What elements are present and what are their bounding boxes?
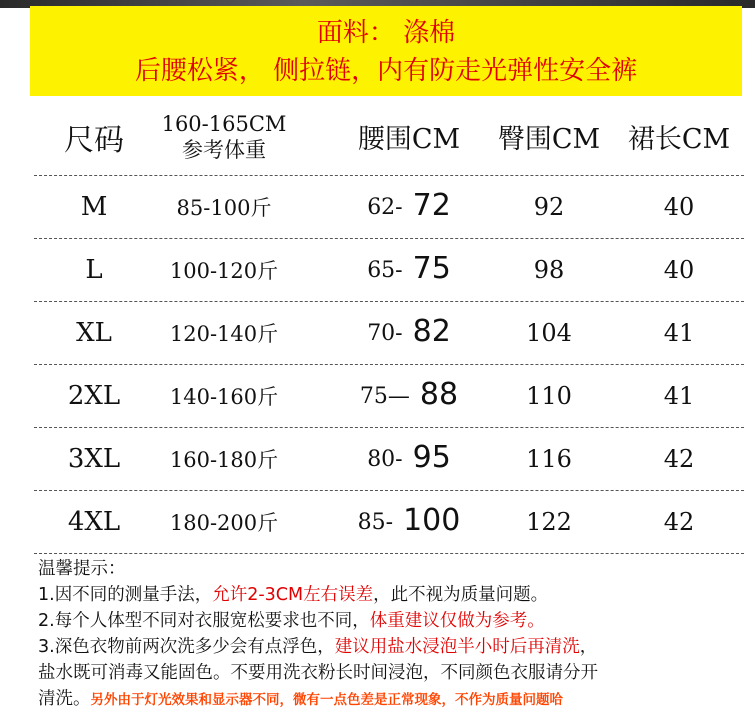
color-diff-note: 另外由于灯光效果和显示器不同，微有一点色差是正常现象，不作为质量问题哈 — [90, 692, 563, 708]
table-row — [34, 176, 744, 239]
hip-header: 臀围CM — [497, 124, 601, 155]
waist-cell: 80- 95 — [367, 439, 451, 475]
length-header: 裙长CM — [627, 124, 731, 155]
length-cell: 42 — [663, 508, 695, 536]
weight-cell: 120-140斤 — [169, 322, 279, 346]
waist-cell: 75— 88 — [359, 376, 459, 412]
notes-title: 温馨提示： — [38, 559, 126, 579]
fabric-line: 面料： 涤棉 — [316, 18, 456, 48]
hip-cell: 92 — [533, 193, 565, 221]
table-row — [34, 491, 744, 554]
weight-header — [154, 98, 294, 175]
table-row — [34, 302, 744, 365]
waist-cell: 62- 72 — [367, 187, 451, 223]
size-header: 尺码 — [64, 122, 124, 158]
weight-cell: 160-180斤 — [169, 448, 279, 472]
weight-cell: 140-160斤 — [169, 385, 279, 409]
care-notes — [38, 556, 750, 713]
size-cell: 2XL — [67, 381, 121, 411]
waist-cell: 70- 82 — [367, 313, 451, 349]
size-cell: L — [85, 255, 103, 285]
size-table — [34, 98, 744, 554]
note-2-highlight: 体重建议仅做为参考。 — [369, 611, 545, 631]
table-row — [34, 239, 744, 302]
weight-cell: 85-100斤 — [176, 196, 272, 220]
fabric-banner — [30, 6, 742, 96]
note-1: 1.因不同的测量手法，允许2-3CM左右误差，此不视为质量问题。 — [38, 585, 549, 605]
waist-cell: 65- 75 — [367, 250, 451, 286]
length-cell: 42 — [663, 445, 695, 473]
weight-cell: 100-120斤 — [169, 259, 279, 283]
waist-cell: 85- 100 — [357, 502, 461, 538]
note-2: 2.每个人体型不同对衣服宽松要求也不同，体重建议仅做为参考。 — [38, 611, 545, 631]
length-cell: 40 — [663, 193, 695, 221]
note-1-highlight: 允许2-3CM左右误差 — [212, 585, 374, 605]
features-line: 后腰松紧， 侧拉链，内有防走光弹性安全裤 — [134, 56, 638, 86]
hip-cell: 110 — [526, 382, 572, 410]
length-cell: 40 — [663, 256, 695, 284]
table-row — [34, 365, 744, 428]
length-cell: 41 — [663, 382, 695, 410]
note-3-highlight: 建议用盐水浸泡半小时后再清洗 — [334, 637, 580, 657]
waist-header: 腰围CM — [357, 124, 461, 155]
table-header-row — [34, 98, 744, 176]
height-range-label: 160-165CM — [161, 111, 287, 136]
hip-cell: 116 — [526, 445, 572, 473]
ref-weight-label: 参考体重 — [182, 137, 266, 162]
hip-cell: 122 — [526, 508, 572, 536]
size-cell: 4XL — [67, 507, 121, 537]
hip-cell: 98 — [533, 256, 565, 284]
note-3: 3.深色衣物前两次洗多少会有点浮色，建议用盐水浸泡半小时后再清洗， — [38, 637, 598, 657]
size-cell: 3XL — [67, 444, 121, 474]
hip-cell: 104 — [526, 319, 572, 347]
note-3-end: 清洗。另外由于灯光效果和显示器不同，微有一点色差是正常现象，不作为质量问题哈 — [38, 689, 563, 709]
note-3-continued: 盐水既可消毒又能固色。不要用洗衣粉长时间浸泡，不同颜色衣服请分开 — [38, 663, 598, 683]
length-cell: 41 — [663, 319, 695, 347]
size-cell: M — [80, 192, 108, 222]
size-cell: XL — [76, 318, 112, 348]
weight-cell: 180-200斤 — [169, 511, 279, 535]
table-row — [34, 428, 744, 491]
